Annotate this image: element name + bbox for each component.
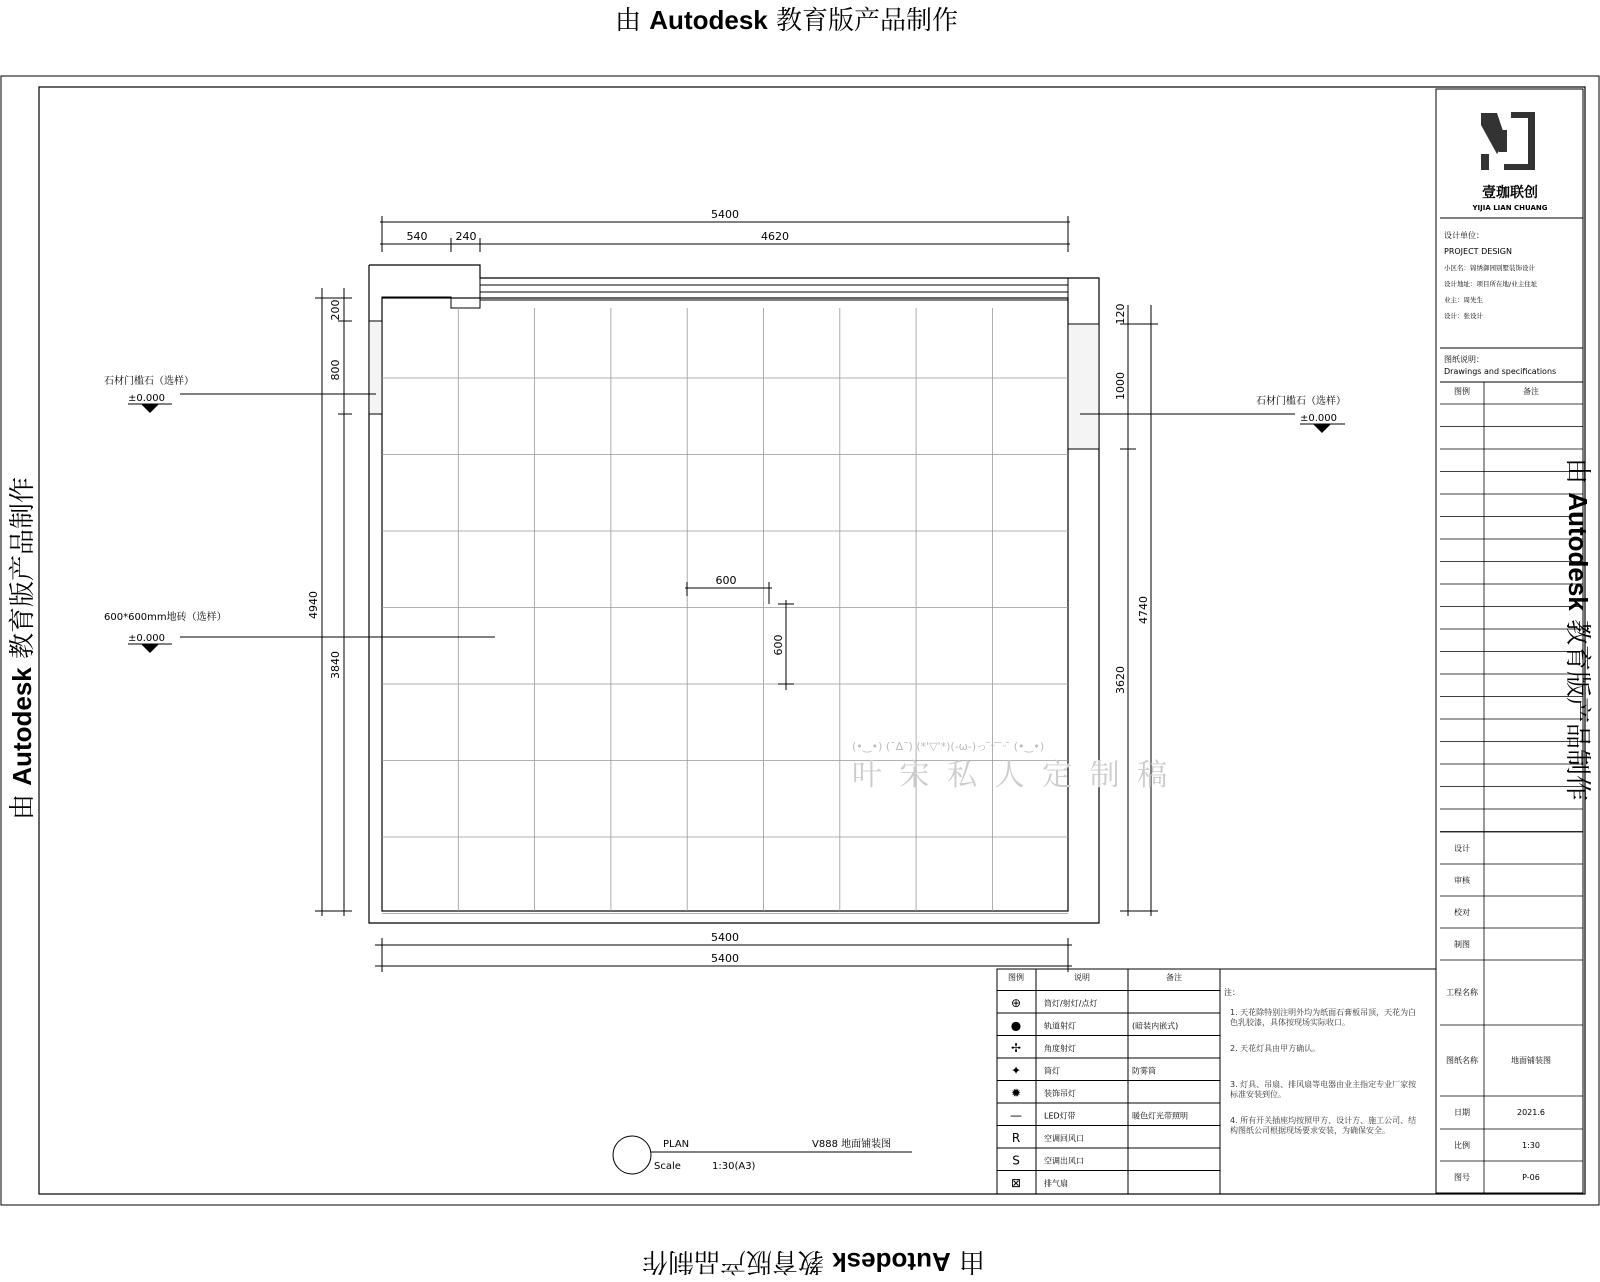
dim-right-3620: 3620 bbox=[1114, 666, 1127, 694]
svg-text:1:30: 1:30 bbox=[1522, 1141, 1540, 1150]
sign-row-label: 审核 bbox=[1454, 876, 1470, 885]
design-unit-line: 设计地址：项目所在地/业主住址 bbox=[1444, 280, 1538, 288]
dim-bottom-2: 5400 bbox=[711, 952, 739, 965]
faint-emoticons: (•‿•) (¯∆¯) (*'▽'*)(-ω-)っ ̄ᵕ ̄ ̄ᵕ ̄ (•‿•) bbox=[852, 740, 1045, 753]
logo-name-en: YIJIA LIAN CHUANG bbox=[1472, 204, 1548, 212]
legend-desc: 装饰吊灯 bbox=[1044, 1089, 1076, 1098]
note-item: 1. 天花除特别注明外均为纸面石膏板吊顶，天花为白色乳胶漆，具体按现场实际收口。 bbox=[1230, 1008, 1417, 1027]
svg-text:PLAN: PLAN bbox=[663, 1139, 690, 1150]
left-threshold-stone bbox=[369, 321, 382, 414]
room-outline bbox=[382, 298, 1068, 911]
svg-text:±0.000: ±0.000 bbox=[128, 393, 166, 404]
svg-text:工程名称: 工程名称 bbox=[1446, 988, 1478, 997]
svg-text:图号: 图号 bbox=[1454, 1173, 1470, 1182]
svg-text:备注: 备注 bbox=[1166, 973, 1182, 982]
dim-left-4940: 4940 bbox=[307, 591, 320, 619]
svg-text:石材门槛石（选样）: 石材门槛石（选样） bbox=[1256, 396, 1346, 407]
exhaust-fan-icon: ⊠ bbox=[1010, 1176, 1022, 1190]
dim-bottom-1: 5400 bbox=[711, 931, 739, 944]
angle-spotlight-icon: ✢ bbox=[1010, 1041, 1022, 1055]
legend-desc: 筒灯 bbox=[1044, 1066, 1060, 1076]
downlight-icon: ⊕ bbox=[1010, 996, 1022, 1010]
dim-tile-h: 600 bbox=[715, 574, 737, 587]
design-unit-line: 小区名：锦绣御园别墅装饰设计 bbox=[1444, 264, 1535, 272]
dim-left-3840: 3840 bbox=[329, 651, 342, 679]
legend-desc: 空调出风口 bbox=[1044, 1156, 1084, 1166]
callout-floor-tile bbox=[104, 610, 495, 653]
title-block bbox=[1436, 89, 1583, 1193]
sign-row-label: 校对 bbox=[1454, 908, 1470, 917]
dim-right-1000: 1000 bbox=[1114, 372, 1127, 400]
svg-text:图例: 图例 bbox=[1454, 387, 1470, 396]
svg-text:备注: 备注 bbox=[1523, 387, 1539, 396]
dim-top-240: 240 bbox=[455, 230, 477, 243]
svg-text:图例: 图例 bbox=[1008, 973, 1024, 982]
svg-text:比例: 比例 bbox=[1454, 1141, 1470, 1150]
return-vent-icon: R bbox=[1011, 1131, 1021, 1145]
svg-text:Drawings and specifications: Drawings and specifications bbox=[1444, 367, 1557, 376]
floor-plan bbox=[369, 265, 1099, 923]
plan-circle-icon bbox=[613, 1136, 651, 1174]
chandelier-icon: ✹ bbox=[1010, 1086, 1022, 1100]
legend-desc: 空调回风口 bbox=[1044, 1134, 1084, 1143]
dim-right-4740: 4740 bbox=[1137, 596, 1150, 624]
watermark-right: 由 Autodesk 教育版产品制作 bbox=[1562, 458, 1593, 802]
supply-vent-icon: S bbox=[1012, 1153, 1020, 1168]
legend-note: 暖色灯光带照明 bbox=[1132, 1111, 1188, 1121]
dim-top-total: 5400 bbox=[711, 208, 739, 221]
svg-text:日期: 日期 bbox=[1454, 1108, 1470, 1117]
watermark-top: 由 Autodesk 教育版产品制作 bbox=[615, 5, 959, 36]
note-item: 4. 所有开关插座均按照甲方、设计方、施工公司、结构图纸公司根据现场要求安装，为确保安全。 bbox=[1230, 1116, 1417, 1135]
svg-text:图纸说明：: 图纸说明： bbox=[1444, 355, 1484, 364]
design-unit-line: 设计单位： bbox=[1444, 231, 1484, 240]
legend-note: (暗装内嵌式) bbox=[1132, 1021, 1179, 1031]
svg-text:Scale: Scale bbox=[654, 1161, 681, 1172]
wall-step bbox=[382, 278, 480, 308]
sign-row-label: 设计 bbox=[1454, 844, 1470, 853]
tile-grid bbox=[382, 308, 1068, 914]
notes-block bbox=[1220, 969, 1436, 1152]
note-item: 2. 天花灯具由甲方确认。 bbox=[1230, 1044, 1321, 1053]
dim-tile-v: 600 bbox=[772, 634, 785, 656]
svg-text:石材门槛石（选样）: 石材门槛石（选样） bbox=[104, 376, 194, 387]
faint-custom-text: 叶 宋 私 人 定 制 稿 bbox=[852, 758, 1172, 793]
company-logo bbox=[1471, 112, 1547, 212]
spotlight-icon: ● bbox=[1010, 1018, 1022, 1033]
svg-text:注：: 注： bbox=[1224, 988, 1240, 997]
dim-top-4620: 4620 bbox=[761, 230, 789, 243]
svg-text:P-06: P-06 bbox=[1522, 1173, 1540, 1182]
led-strip-icon: — bbox=[1010, 1108, 1022, 1123]
legend-desc: 筒灯/射灯/点灯 bbox=[1044, 999, 1098, 1008]
legend-note: 防雾筒 bbox=[1132, 1066, 1156, 1076]
logo-name-cn: 壹珈联创 bbox=[1482, 185, 1538, 201]
svg-text:1:30(A3): 1:30(A3) bbox=[712, 1161, 756, 1172]
svg-text:V888 地面铺装图: V888 地面铺装图 bbox=[812, 1139, 892, 1150]
svg-text:2021.6: 2021.6 bbox=[1517, 1108, 1545, 1117]
svg-text:±0.000: ±0.000 bbox=[1300, 413, 1338, 424]
legend-desc: 排气扇 bbox=[1044, 1179, 1068, 1188]
watermark-left: 由 Autodesk 教育版产品制作 bbox=[7, 476, 38, 820]
svg-text:图纸名称: 图纸名称 bbox=[1446, 1056, 1478, 1065]
note-item: 3. 灯具、吊扇、排风扇等电器由业主指定专业厂家按标准安装到位。 bbox=[1230, 1080, 1417, 1099]
dim-top-540: 540 bbox=[406, 230, 428, 243]
right-threshold-stone bbox=[1068, 324, 1099, 449]
legend-desc: LED灯带 bbox=[1044, 1111, 1076, 1121]
svg-text:±0.000: ±0.000 bbox=[128, 633, 166, 644]
dim-left-200: 200 bbox=[329, 299, 342, 321]
legend-desc: 角度射灯 bbox=[1044, 1044, 1076, 1053]
lamp-icon: ✦ bbox=[1010, 1063, 1022, 1078]
svg-text:600*600mm地砖（选样）: 600*600mm地砖（选样） bbox=[104, 612, 227, 623]
outer-wall bbox=[369, 265, 1099, 923]
legend-table bbox=[997, 969, 1220, 1194]
dimensions bbox=[315, 216, 1158, 972]
legend-desc: 轨道射灯 bbox=[1044, 1021, 1076, 1031]
watermark-bottom: 由 Autodesk 教育版产品制作 bbox=[641, 1246, 985, 1277]
scale-block bbox=[613, 1136, 912, 1174]
design-unit-line: PROJECT DESIGN bbox=[1444, 247, 1512, 256]
sign-row-label: 制图 bbox=[1454, 940, 1470, 949]
design-unit-line: 业主：周先生 bbox=[1444, 296, 1483, 304]
dim-left-800: 800 bbox=[329, 359, 342, 381]
design-unit-line: 设计：张设计 bbox=[1444, 312, 1483, 320]
svg-text:说明: 说明 bbox=[1074, 973, 1090, 982]
dim-right-120: 120 bbox=[1114, 303, 1127, 325]
svg-text:地面铺装图: 地面铺装图 bbox=[1511, 1056, 1551, 1065]
